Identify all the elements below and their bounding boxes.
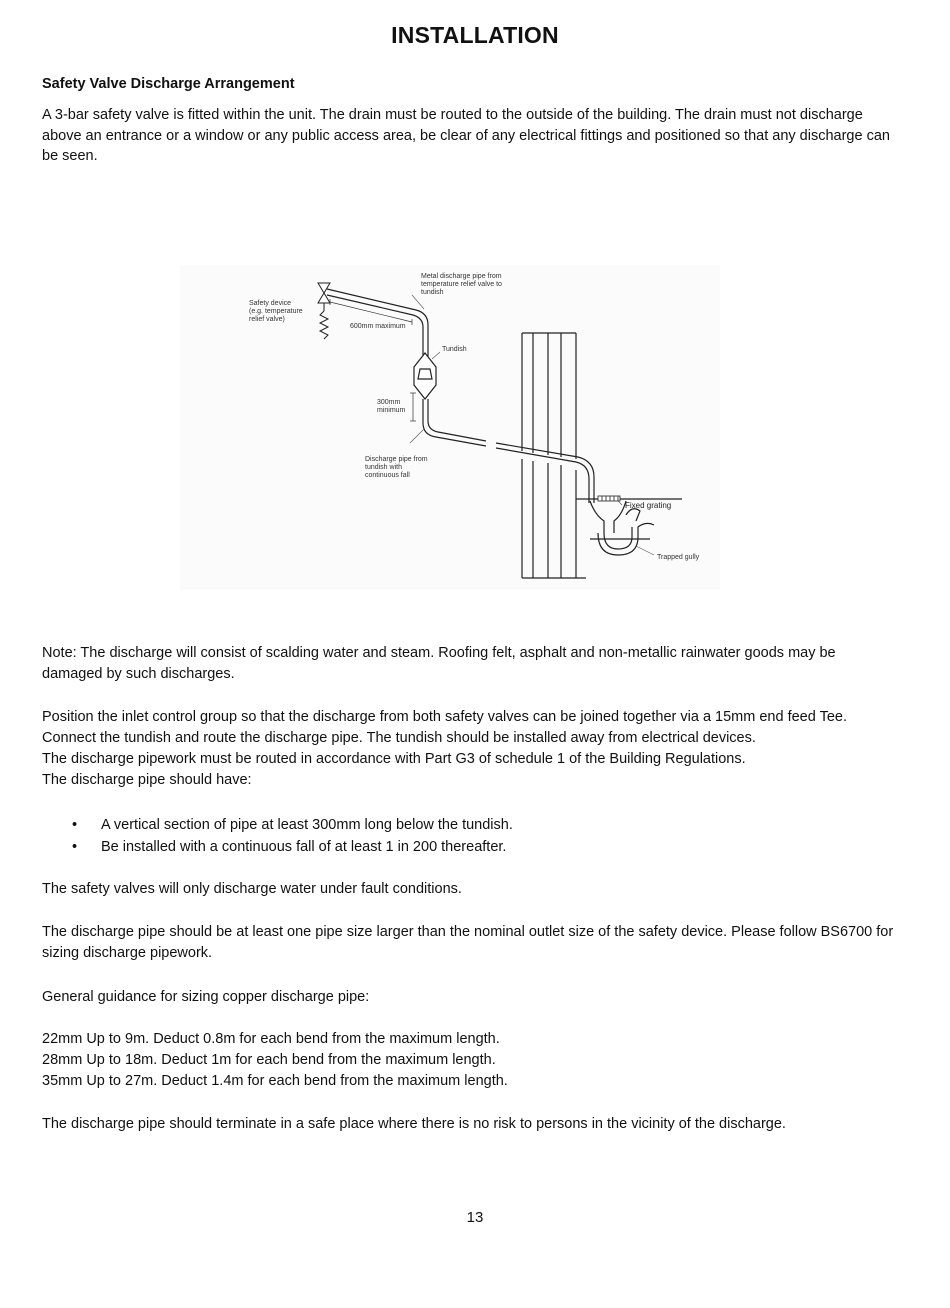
- sizing-paragraph: The discharge pipe should be at least one pipe size larger than the nominal outlet size of the safety device. Please follow BS6700 for sizing discharge pipework.: [42, 924, 894, 961]
- bullet-marker: •: [72, 817, 78, 833]
- bullet-marker: •: [72, 839, 78, 855]
- list-item-text: Be installed with a continuous fall of at least 1 in 200 thereafter.: [101, 839, 507, 855]
- note-paragraph: Note: The discharge will consist of scalding water and steam. Roofing felt, asphalt and non-metallic rainwater goods may be damaged by such discharges.: [42, 645, 836, 682]
- discharge-pipe-label: Discharge pipe from tundish with continuous fall: [365, 456, 428, 479]
- position-line-3: The discharge pipework must be routed in accordance with Part G3 of schedule 1 of the Building Regulations.: [42, 751, 746, 767]
- position-line-2: Connect the tundish and route the discharge pipe. The tundish should be installed away from electrical devices.: [42, 730, 756, 746]
- size-line-28mm: 28mm Up to 18m. Deduct 1m for each bend from the maximum length.: [42, 1052, 496, 1068]
- page-number: 13: [466, 1209, 484, 1226]
- list-item-text: A vertical section of pipe at least 300mm long below the tundish.: [101, 817, 513, 833]
- safety-device-label: Safety device (e.g. temperature relief valve): [249, 300, 303, 323]
- discharge-diagram: [180, 265, 720, 590]
- size-line-22mm: 22mm Up to 9m. Deduct 0.8m for each bend from the maximum length.: [42, 1031, 500, 1047]
- terminate-paragraph: The discharge pipe should terminate in a safe place where there is no risk to persons in the vicinity of the discharge.: [42, 1116, 786, 1132]
- page-title: INSTALLATION: [391, 22, 559, 48]
- guidance-paragraph: General guidance for sizing copper discharge pipe:: [42, 989, 370, 1005]
- intro-paragraph: A 3-bar safety valve is fitted within the unit. The drain must be routed to the outside of the building. The drain must not discharge above an entrance or a window or any public access area, be clear of any electrical fittings and positioned so that any discharge can be seen.: [42, 107, 890, 164]
- section-heading: Safety Valve Discharge Arrangement: [42, 76, 295, 92]
- fixed-grating-label: Fixed grating: [625, 501, 672, 510]
- max-600-label: 600mm maximum: [350, 323, 406, 330]
- trapped-gully-label: Trapped gully: [657, 554, 700, 561]
- fixed-grating-icon: [598, 496, 620, 501]
- position-line-1: Position the inlet control group so that the discharge from both safety valves can be joined together via a 15mm end feed Tee.: [42, 709, 847, 725]
- min-300-label: 300mm minimum: [377, 399, 406, 414]
- size-line-35mm: 35mm Up to 27m. Deduct 1.4m for each bend from the maximum length.: [42, 1073, 508, 1089]
- metal-pipe-label: Metal discharge pipe from temperature relief valve to tundish: [421, 273, 502, 296]
- discharge-diagram-svg: [180, 265, 720, 590]
- position-line-4: The discharge pipe should have:: [42, 772, 252, 788]
- fault-paragraph: The safety valves will only discharge water under fault conditions.: [42, 881, 462, 897]
- tundish-label: Tundish: [442, 346, 467, 353]
